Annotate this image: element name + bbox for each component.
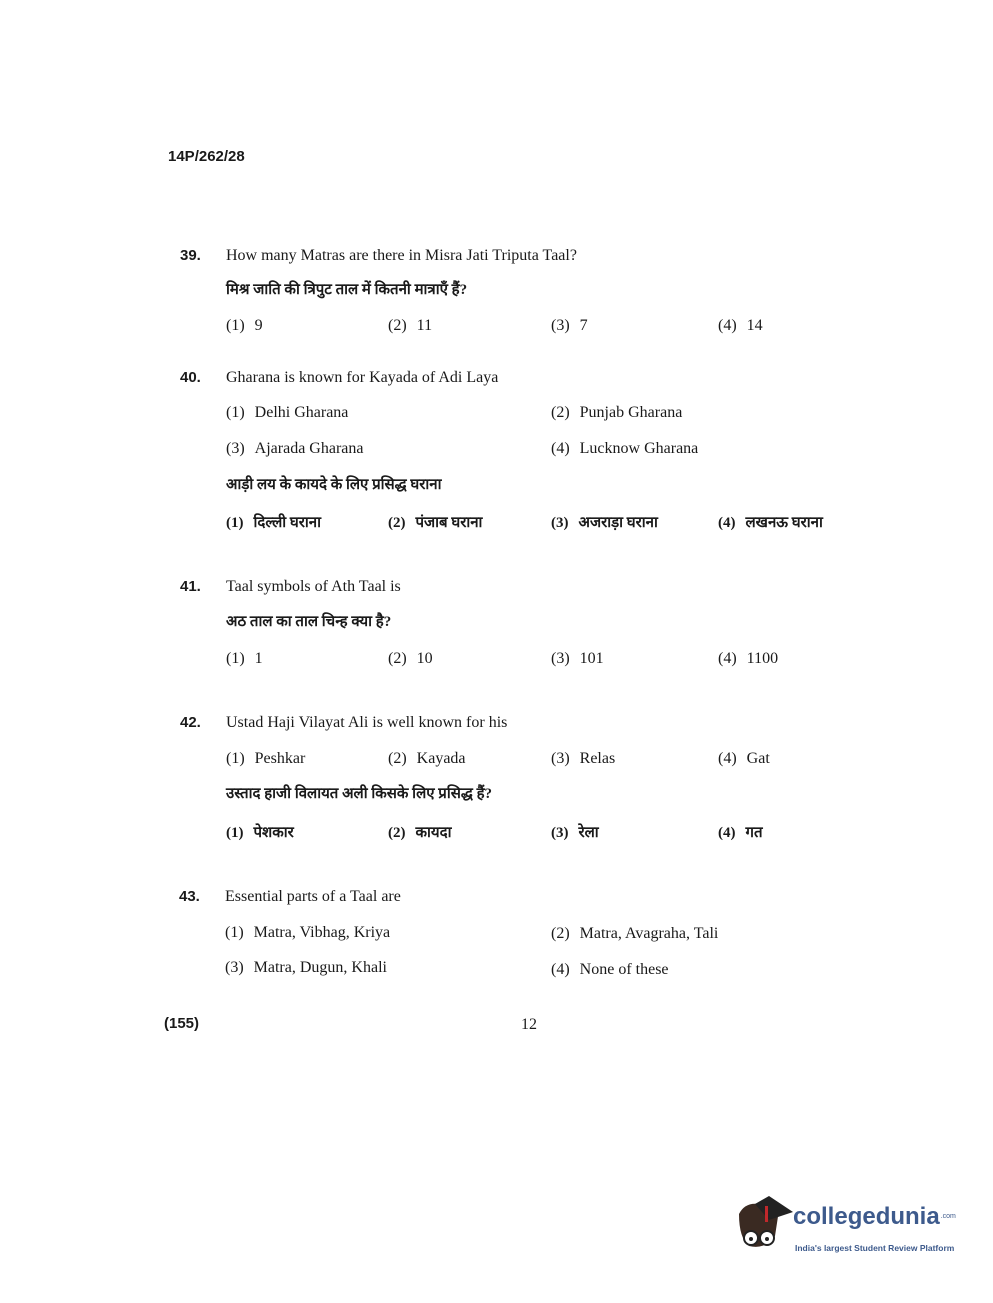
question-text-hindi: आड़ी लय के कायदे के लिए प्रसिद्ध घराना	[226, 477, 442, 493]
option	[718, 316, 763, 336]
option-number: (3)	[551, 317, 570, 334]
option-text: Punjab Gharana	[579, 404, 683, 421]
option-hindi	[718, 823, 763, 843]
option	[551, 316, 588, 336]
option	[551, 649, 604, 669]
option-number: (2)	[388, 650, 407, 667]
question-text-hindi: अठ ताल का ताल चिन्ह क्या है?	[226, 614, 392, 630]
option-number: (2)	[551, 404, 570, 421]
option-text: Lucknow Gharana	[579, 440, 699, 457]
question-text: How many Matras are there in Misra Jati Triputa Taal?	[226, 247, 577, 264]
question-number: 41.	[180, 578, 201, 595]
option-text: 1	[254, 650, 263, 667]
option-number: (3)	[226, 440, 245, 457]
option-number: (1)	[226, 404, 245, 421]
option-text: 7	[579, 317, 588, 334]
option-text: Peshkar	[254, 750, 306, 767]
option	[551, 403, 682, 423]
option-number: (4)	[718, 317, 737, 334]
option-text: Gat	[746, 750, 770, 767]
option-number: (4)	[718, 650, 737, 667]
question-number: 42.	[180, 714, 201, 731]
option-number: (2)	[388, 825, 406, 841]
option-text: Matra, Vibhag, Kriya	[253, 924, 391, 941]
option	[551, 924, 718, 944]
option	[226, 649, 263, 669]
option-text: Kayada	[416, 750, 466, 767]
question-text-hindi: उस्ताद हाजी विलायत अली किसके लिए प्रसिद्ध हैं?	[226, 786, 493, 802]
option	[226, 316, 263, 336]
set-code: (155)	[164, 1015, 200, 1032]
option-number: (1)	[226, 650, 245, 667]
question-text: Gharana is known for Kayada of Adi Laya	[226, 369, 499, 386]
paper-code: 14P/262/28	[168, 148, 245, 165]
option	[225, 923, 390, 943]
option	[388, 316, 432, 336]
option	[388, 649, 433, 669]
option	[226, 403, 348, 423]
option-number: (3)	[551, 750, 570, 767]
option-number: (2)	[388, 515, 406, 531]
mascot-icon	[735, 1196, 793, 1262]
option-text: दिल्ली घराना	[253, 515, 322, 531]
brand-domain: .com	[940, 1213, 956, 1220]
option-number: (1)	[226, 317, 245, 334]
option-text: None of these	[579, 961, 669, 978]
option-number: (3)	[551, 515, 569, 531]
brand-name: collegedunia	[793, 1203, 940, 1230]
option-number: (3)	[551, 650, 570, 667]
option-text: Relas	[579, 750, 616, 767]
option-hindi	[388, 513, 482, 533]
question-number: 39.	[180, 247, 201, 264]
option-text: 14	[746, 317, 763, 334]
option-text: 101	[579, 650, 604, 667]
collegedunia-logo	[735, 1196, 985, 1266]
option-text: कायदा	[415, 825, 452, 841]
option-text: Delhi Gharana	[254, 404, 349, 421]
question-text-hindi: मिश्र जाति की त्रिपुट ताल में कितनी मात्राएँ हैं?	[226, 282, 468, 298]
option	[388, 749, 466, 769]
option-number: (3)	[225, 959, 244, 976]
option-number: (4)	[718, 515, 736, 531]
option-number: (4)	[551, 440, 570, 457]
option-hindi	[718, 513, 823, 533]
option-number: (1)	[226, 825, 244, 841]
option	[718, 749, 770, 769]
option-text: लखनऊ घराना	[745, 515, 823, 531]
option	[226, 749, 305, 769]
option-text: 9	[254, 317, 263, 334]
brand-tagline: India's largest Student Review Platform	[795, 1243, 955, 1253]
option-text: 1100	[746, 650, 779, 667]
option-number: (4)	[551, 961, 570, 978]
option	[551, 439, 698, 459]
question-text: Essential parts of a Taal are	[225, 888, 401, 905]
option-text: गत	[745, 825, 763, 841]
option-text: पंजाब घराना	[415, 515, 483, 531]
option-number: (1)	[226, 750, 245, 767]
option-number: (2)	[551, 925, 570, 942]
option	[551, 960, 669, 980]
option-text: Matra, Avagraha, Tali	[579, 925, 719, 942]
option	[718, 649, 778, 669]
option-number: (1)	[226, 515, 244, 531]
option-number: (1)	[225, 924, 244, 941]
question-number: 43.	[179, 888, 200, 905]
option-text: Ajarada Gharana	[254, 440, 364, 457]
option-hindi	[551, 823, 599, 843]
option-number: (2)	[388, 750, 407, 767]
option-number: (4)	[718, 825, 736, 841]
option-number: (2)	[388, 317, 407, 334]
option	[226, 439, 363, 459]
option-number: (4)	[718, 750, 737, 767]
option	[551, 749, 615, 769]
option-text: पेशकार	[253, 825, 294, 841]
option-hindi	[226, 513, 321, 533]
option-text: अजराड़ा घराना	[578, 515, 658, 531]
option-hindi	[551, 513, 658, 533]
option-hindi	[226, 823, 294, 843]
option-number: (3)	[551, 825, 569, 841]
option-text: रेला	[578, 825, 599, 841]
option	[225, 958, 387, 978]
option-hindi	[388, 823, 451, 843]
question-text: Ustad Haji Vilayat Ali is well known for his	[226, 714, 508, 731]
option-text: 10	[416, 650, 433, 667]
brand-row	[793, 1202, 956, 1235]
option-text: 11	[416, 317, 433, 334]
option-text: Matra, Dugun, Khali	[253, 959, 387, 976]
page-number: 12	[521, 1016, 537, 1033]
question-number: 40.	[180, 369, 201, 386]
question-text: Taal symbols of Ath Taal is	[226, 578, 401, 595]
